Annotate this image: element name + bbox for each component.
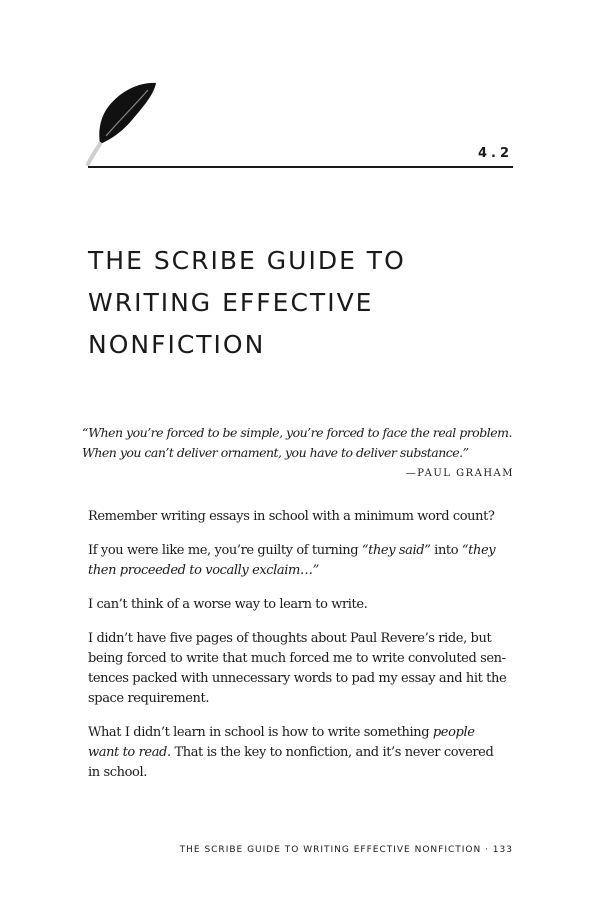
text-run: . That is the key to nonfiction, and it’s never covered (166, 745, 494, 760)
paragraph-line: in school. (88, 765, 147, 780)
paragraph: Remember writing essays in school with a minimum word count? (88, 509, 495, 524)
epigraph-line: “When you’re forced to be simple, you’re forced to face the real problem. (82, 425, 512, 440)
chapter-title-line: THE SCRIBE GUIDE TO (88, 246, 406, 275)
text-run: What I didn’t learn in school is how to write something (88, 725, 433, 740)
paragraph-line: I didn’t have five pages of thoughts about Paul Revere’s ride, but (88, 631, 492, 646)
emphasis: want to read (88, 745, 167, 760)
paragraph (88, 723, 518, 783)
chapter-title (88, 240, 518, 366)
epigraph-attribution: —PAUL GRAHAM (405, 468, 514, 479)
paragraph-line: being forced to write that much forced me to write convoluted sen- (88, 651, 506, 666)
emphasis: then proceeded to vocally exclaim…” (88, 563, 319, 578)
paragraph-line (88, 743, 518, 763)
paragraph-line (88, 561, 518, 581)
paragraph (88, 629, 518, 709)
emphasis: “they (461, 543, 496, 558)
body-text (88, 507, 518, 797)
emphasis: “they said” (361, 543, 431, 558)
paragraph: I can’t think of a worse way to learn to write. (88, 597, 368, 612)
text-run: If you were like me, you’re guilty of turning (88, 543, 362, 558)
paragraph-line (88, 541, 518, 561)
paragraph-line: tences packed with unnecessary words to pad my essay and hit the (88, 671, 507, 686)
chapter-number: 4.2 (477, 146, 513, 161)
emphasis: people (432, 725, 475, 740)
chapter-title-line: WRITING EFFECTIVE (88, 288, 374, 317)
epigraph-quote (82, 423, 522, 463)
running-footer: THE SCRIBE GUIDE TO WRITING EFFECTIVE NONFICTION · 133 (179, 845, 513, 855)
paragraph (88, 541, 518, 581)
quill-feather-icon (86, 80, 162, 166)
epigraph-line: When you can’t deliver ornament, you have to deliver substance.” (82, 445, 469, 460)
paragraph-line (88, 723, 518, 743)
text-run: into (430, 543, 462, 558)
paragraph-line: space requirement. (88, 691, 210, 706)
chapter-title-line: NONFICTION (88, 330, 266, 359)
header-divider (88, 166, 513, 168)
